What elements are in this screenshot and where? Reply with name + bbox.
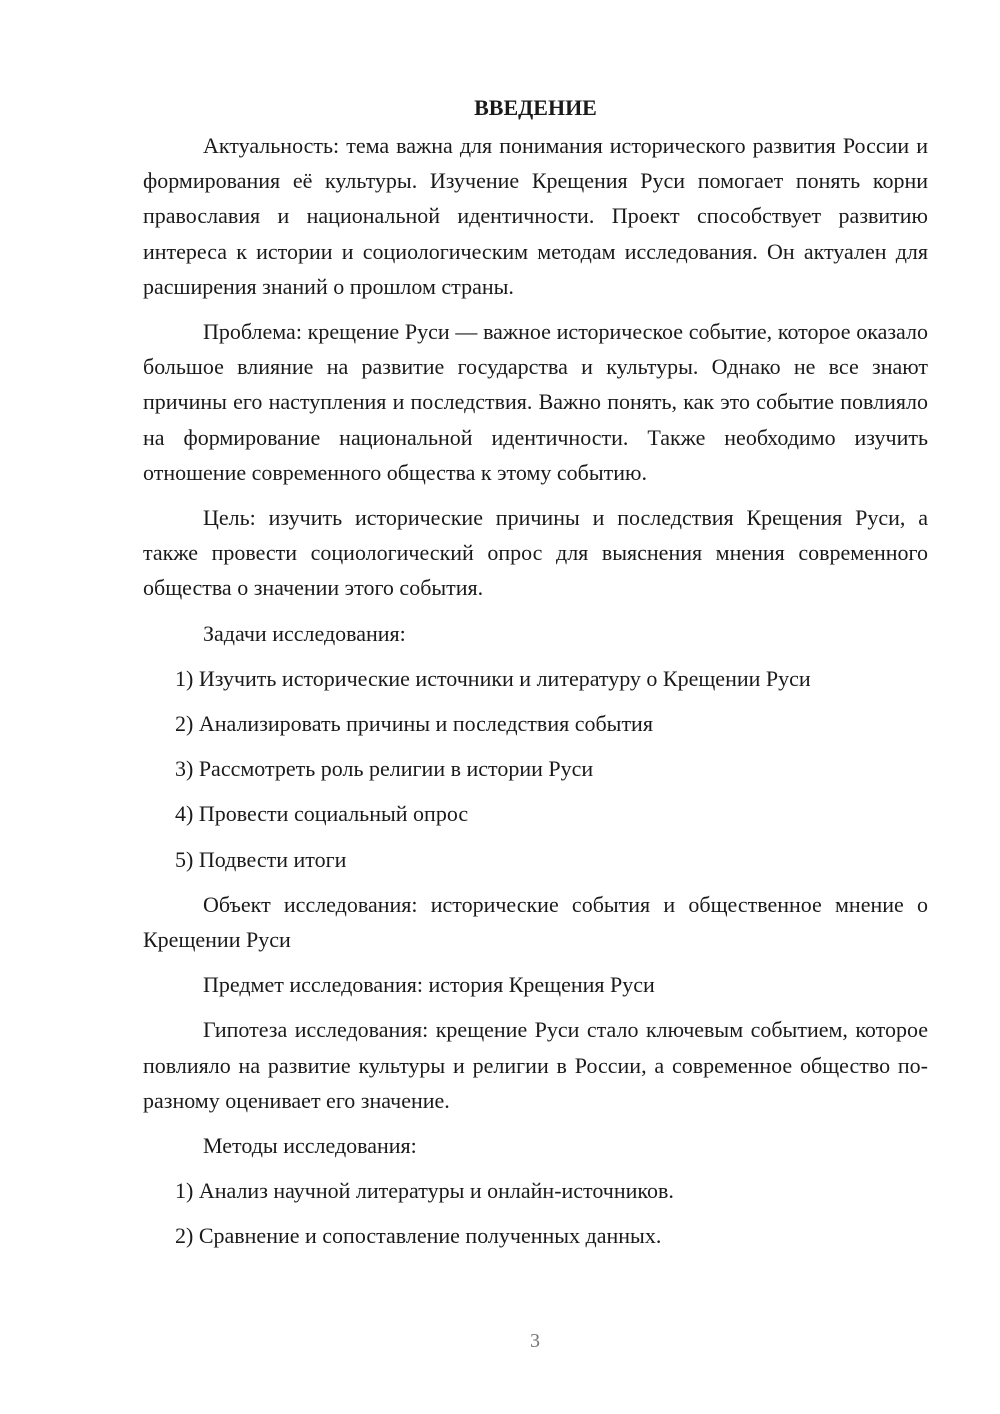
document-page — [143, 90, 928, 1264]
problem-paragraph: Проблема: крещение Руси — важное историческое событие, которое оказало большое влияние на развитие государства и культуры. Однако не все знают причины его наступления и последствия. Важно понять, как это событие повлияло на формирование национальной идентичности. Также необходимо изучить отношение современного общества к этому событию. — [143, 319, 928, 485]
tasks-list — [143, 661, 928, 877]
subject-paragraph: Предмет исследования: история Крещения Руси — [203, 972, 655, 998]
methods-heading: Методы исследования: — [203, 1133, 417, 1159]
task-item: 2) Анализировать причины и последствия события — [175, 711, 653, 737]
relevance-paragraph: Актуальность: тема важна для понимания исторического развития России и формирования её культуры. Изучение Крещения Руси помогает понять корни православия и национальной идентичности. Проект способствует развитию интереса к истории и социологическим методам исследования. Он актуален для расширения знаний о прошлом страны. — [143, 133, 928, 299]
tasks-heading: Задачи исследования: — [203, 620, 406, 646]
object-paragraph: Объект исследования: исторические события и общественное мнение о Крещении Руси — [143, 891, 928, 953]
methods-list — [143, 1173, 928, 1253]
task-item: 5) Подвести итоги — [175, 846, 347, 872]
task-item: 3) Рассмотреть роль религии в истории Руси — [175, 756, 594, 782]
hypothesis-paragraph: Гипотеза исследования: крещение Руси стало ключевым событием, которое повлияло на развитие культуры и религии в России, а современное общество по-разному оценивает его значение. — [143, 1017, 928, 1113]
method-item: 1) Анализ научной литературы и онлайн-источников. — [175, 1178, 674, 1204]
section-title: ВВЕДЕНИЕ — [474, 95, 597, 120]
method-item: 2) Сравнение и сопоставление полученных данных. — [175, 1223, 662, 1249]
task-item: 1) Изучить исторические источники и литературу о Крещении Руси — [175, 665, 811, 691]
goal-paragraph: Цель: изучить исторические причины и последствия Крещения Руси, а также провести социологический опрос для выяснения мнения современного общества о значении этого события. — [143, 505, 928, 601]
page-number: 3 — [530, 1330, 540, 1352]
task-item: 4) Провести социальный опрос — [175, 801, 469, 827]
